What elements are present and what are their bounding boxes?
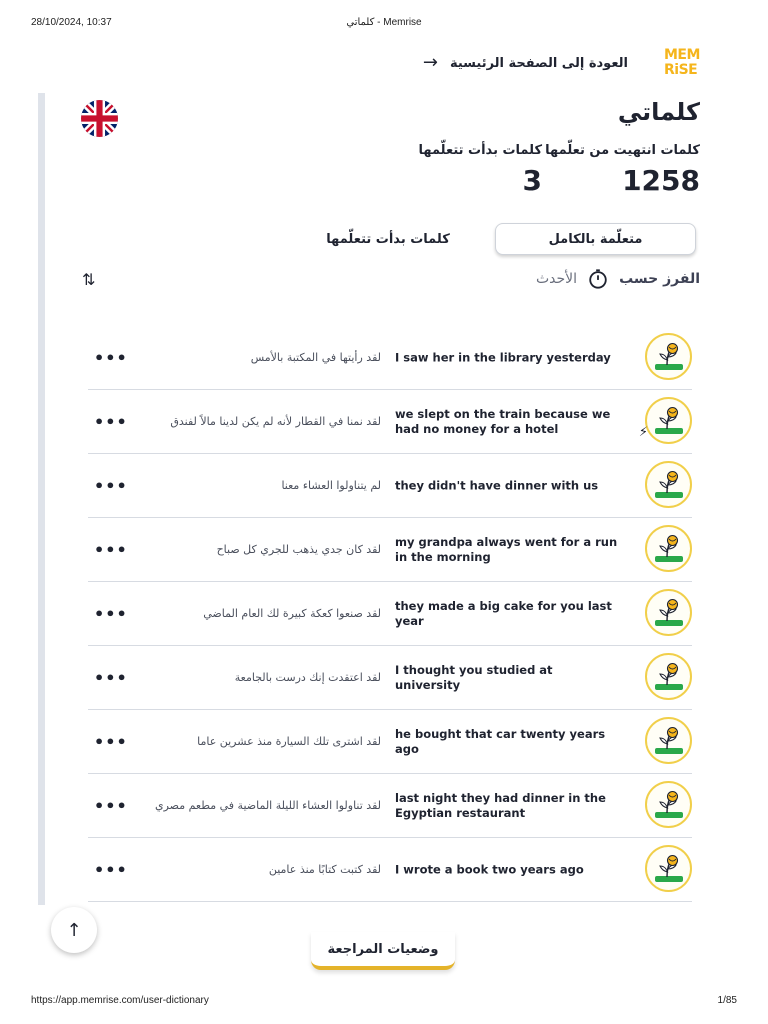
word-row[interactable] (88, 774, 692, 838)
more-options-icon[interactable]: ••• (94, 604, 128, 623)
side-rule (38, 93, 45, 905)
word-arabic: لقد اعتقدت إنك درست بالجامعة (234, 670, 381, 684)
tab-fully-learned[interactable]: متعلّمة بالكامل (495, 223, 696, 255)
print-header (0, 17, 768, 31)
word-arabic: لقد تناولوا العشاء الليلة الماضية في مطعم مصري (154, 798, 381, 812)
print-doc-title: كلماتي - Memrise (346, 17, 422, 28)
plant-icon (645, 333, 692, 380)
sort-order-icon[interactable]: ⇅ (82, 270, 96, 289)
stopwatch-icon (587, 268, 609, 290)
word-english: he bought that car twenty years ago (395, 726, 606, 756)
word-row[interactable] (88, 710, 692, 774)
scroll-to-top-button[interactable] (51, 907, 97, 953)
learned-words-count: 1258 (622, 164, 700, 197)
word-list (88, 326, 692, 902)
learned-words-label: كلمات انتهيت من تعلّمها (545, 143, 700, 158)
more-options-icon[interactable]: ••• (94, 476, 128, 495)
word-english: I saw her in the library yesterday (395, 350, 611, 364)
started-words-stat (419, 143, 543, 197)
logo-top-text: MEM (664, 47, 700, 63)
word-arabic: لقد نمنا في القطار لأنه لم يكن لدينا مالاً لفندق (170, 414, 381, 428)
word-english: they made a big cake for you last year (395, 598, 612, 628)
word-row[interactable] (88, 646, 692, 710)
more-options-icon[interactable]: ••• (94, 860, 128, 879)
word-row[interactable] (88, 390, 692, 454)
print-footer (0, 995, 768, 1009)
review-modes-button[interactable]: وضعيات المراجعة (311, 932, 455, 970)
sort-control[interactable] (536, 268, 700, 290)
started-words-count: 3 (522, 164, 542, 197)
more-options-icon[interactable]: ••• (94, 796, 128, 815)
word-english: my grandpa always went for a run in the morning (395, 534, 618, 564)
difficult-word-bolt-icon: ⚡︎ (638, 425, 648, 440)
more-options-icon[interactable]: ••• (94, 348, 128, 367)
arrow-up-icon: ↑ (66, 919, 82, 941)
more-options-icon[interactable]: ••• (94, 412, 128, 431)
top-bar (0, 46, 768, 84)
print-datetime: 28/10/2024, 10:37 (31, 17, 112, 28)
arrow-right-icon: → (422, 52, 438, 73)
more-options-icon[interactable]: ••• (94, 732, 128, 751)
uk-flag-icon (81, 100, 118, 137)
word-arabic: لقد صنعوا كعكة كبيرة لك العام الماضي (203, 606, 381, 620)
word-english: last night they had dinner in the Egyptian restaurant (395, 790, 606, 820)
word-english: they didn't have dinner with us (395, 478, 599, 492)
plant-icon (645, 845, 692, 892)
word-english: we slept on the train because we had no money for a hotel (395, 406, 611, 436)
word-tabs (300, 223, 698, 255)
more-options-icon[interactable]: ••• (94, 668, 128, 687)
word-arabic: لقد كتبت كتابًا منذ عامين (268, 862, 381, 876)
print-page-count: 1/85 (717, 995, 737, 1006)
started-words-label: كلمات بدأت تتعلّمها (418, 143, 542, 158)
plant-icon (645, 461, 692, 508)
more-options-icon[interactable]: ••• (94, 540, 128, 559)
page-title: كلماتي (617, 98, 700, 126)
word-row[interactable] (88, 838, 692, 902)
plant-icon (645, 397, 692, 444)
plant-icon (645, 781, 692, 828)
plant-icon (645, 525, 692, 572)
word-english: I wrote a book two years ago (395, 862, 584, 876)
word-row[interactable] (88, 518, 692, 582)
plant-icon (645, 717, 692, 764)
sort-value: الأحدث (536, 271, 578, 287)
word-row[interactable] (88, 326, 692, 390)
word-arabic: لقد رأيتها في المكتبة بالأمس (250, 350, 381, 364)
tab-started-learning[interactable]: كلمات بدأت تتعلّمها (326, 231, 450, 247)
print-url: https://app.memrise.com/user-dictionary (31, 995, 209, 1006)
word-row[interactable] (88, 454, 692, 518)
word-english: I thought you studied at university (395, 662, 553, 692)
word-arabic: لم يتناولوا العشاء معنا (281, 478, 381, 492)
sort-label: الفرز حسب (619, 271, 700, 287)
plant-icon (645, 589, 692, 636)
word-row[interactable] (88, 582, 692, 646)
word-arabic: لقد كان جدي يذهب للجري كل صباح (216, 542, 381, 556)
logo-bottom-text: RiSE (664, 62, 698, 78)
word-arabic: لقد اشترى تلك السيارة منذ عشرين عاما (197, 734, 381, 748)
back-to-home-link[interactable] (423, 54, 628, 72)
memrise-logo[interactable] (664, 48, 702, 82)
back-label: العودة إلى الصفحة الرئيسية (449, 55, 628, 71)
plant-icon (645, 653, 692, 700)
learned-words-stat (545, 143, 700, 197)
